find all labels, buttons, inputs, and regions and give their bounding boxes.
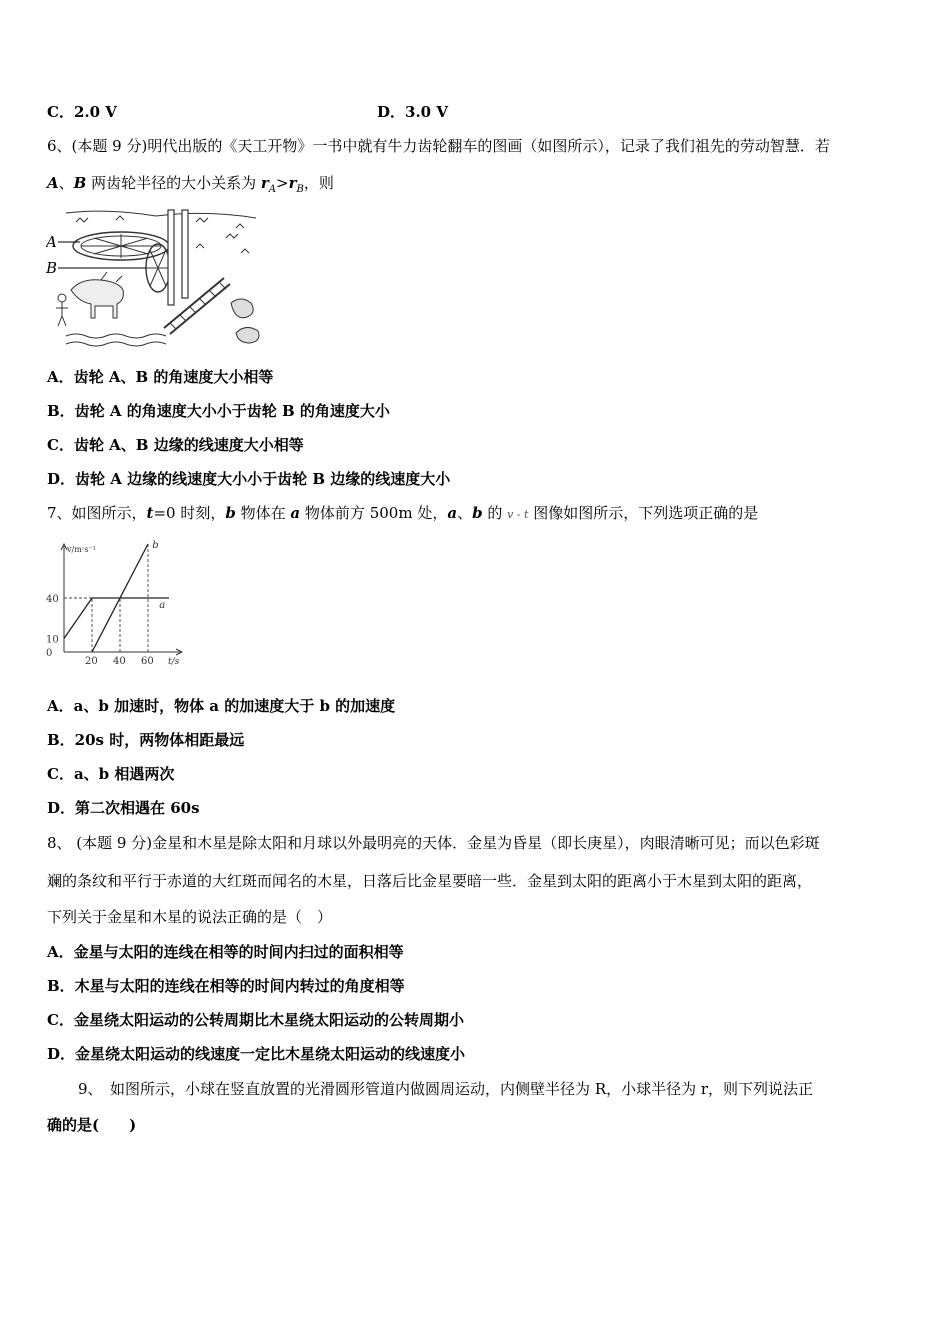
option-6b: B．齿轮 A 的角速度大小小于齿轮 B 的角速度大小 [47, 402, 390, 420]
y-tick-label: 40 [46, 594, 59, 605]
series-a-label: a [159, 600, 166, 611]
vt-graph [40, 538, 190, 668]
question-8-stem-line3: 下列关于金星和木星的说法正确的是（ ） [47, 908, 333, 926]
option-8b: B．木星与太阳的连线在相等的时间内转过的角度相等 [47, 977, 405, 995]
question-9-stem-line1: 9、 如图所示，小球在竖直放置的光滑圆形管道内做圆周运动，内侧壁半径为 R，小球半径为 r，则下列说法正 [78, 1080, 814, 1098]
question-8-stem-line2: 斓的条纹和平行于赤道的大红斑而闻名的木星，日落后比金星要暗一些．金星到太阳的距离小于木星到太阳的距离， [47, 872, 813, 890]
option-5d: D．3.0 V [377, 103, 448, 121]
option-6d: D．齿轮 A 边缘的线速度大小小于齿轮 B 边缘的线速度大小 [47, 470, 451, 488]
option-6a: A．齿轮 A、B 的角速度大小相等 [47, 368, 274, 386]
option-7c: C．a、b 相遇两次 [47, 765, 175, 783]
option-8c: C．金星绕太阳运动的公转周期比木星绕太阳运动的公转周期小 [47, 1011, 464, 1029]
option-5c: C．2.0 V [47, 103, 117, 121]
question-8-stem-line1: 8、 (本题 9 分)金星和木星是除太阳和月球以外最明亮的天体．金星为昏星（即长庚星），肉眼清晰可见；而以色彩斑 [47, 834, 820, 852]
x-tick-label: 20 [85, 656, 98, 667]
series-b-label: b [152, 540, 159, 551]
question-7-stem: 7、如图所示，t=0 时刻，b 物体在 a 物体前方 500m 处，a、b 的 v - t 图像如图所示，下列选项正确的是 [47, 504, 759, 522]
option-7a: A．a、b 加速时，物体 a 的加速度大于 b 的加速度 [47, 697, 396, 715]
y-tick-label: 10 [46, 634, 59, 646]
y-tick-label: 0 [46, 648, 53, 659]
option-6c: C．齿轮 A、B 边缘的线速度大小相等 [47, 436, 304, 454]
x-tick-label: 60 [141, 656, 154, 667]
option-8d: D．金星绕太阳运动的线速度一定比木星绕太阳运动的线速度小 [47, 1045, 466, 1063]
waterwheel-illustration [46, 208, 266, 353]
x-tick-label: 40 [113, 656, 126, 667]
option-7b: B．20s 时，两物体相距最远 [47, 731, 245, 749]
figure-label-b: B [46, 259, 58, 277]
figure-label-a: A [46, 233, 57, 251]
option-8a: A．金星与太阳的连线在相等的时间内扫过的面积相等 [47, 943, 404, 961]
question-6-stem-line1: 6、(本题 9 分)明代出版的《天工开物》一书中就有牛力齿轮翻车的图画（如图所示），记录了我们祖先的劳动智慧．若 [47, 137, 830, 155]
question-6-stem-line2: A、B 两齿轮半径的大小关系为 $r_A>r_B$，则 [47, 174, 334, 195]
graph-xlabel: t/s [168, 657, 180, 667]
question-9-stem-line2: 确的是( ) [47, 1116, 137, 1134]
graph-ylabel: v/m·s⁻¹ [67, 545, 96, 554]
option-7d: D．第二次相遇在 60s [47, 799, 200, 817]
